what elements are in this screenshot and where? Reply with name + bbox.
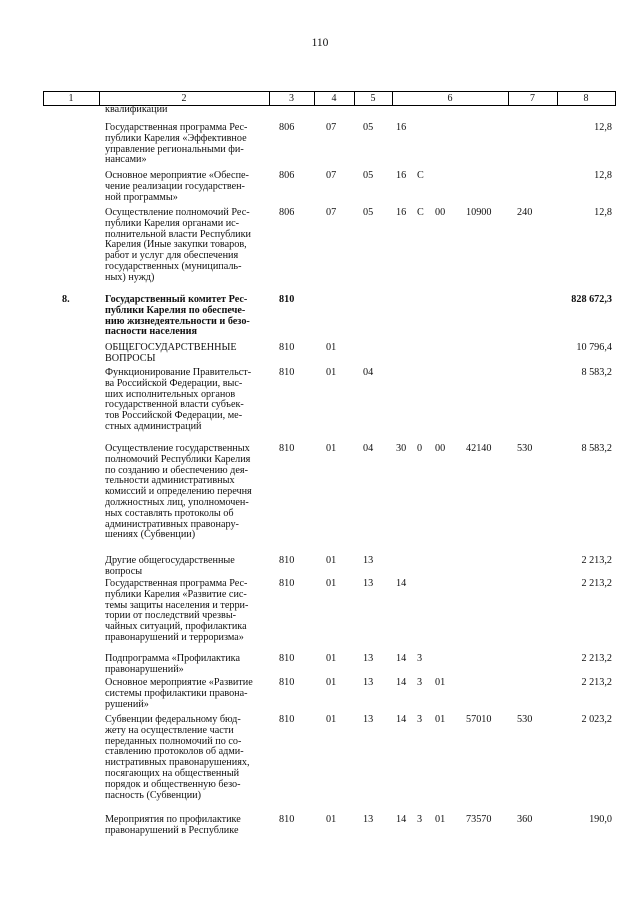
cell-name-line: правонарушений» xyxy=(105,663,184,675)
cell-program: 14 xyxy=(396,653,407,664)
cell-name-line: публики Карелия по обеспече- xyxy=(105,304,246,316)
cell-name-line: тов Российской Федерации, ме- xyxy=(105,410,243,422)
cell-name-line: Основное мероприятие «Развитие xyxy=(105,677,253,688)
cell-name-line: нансами» xyxy=(105,154,147,166)
cell-ministry-code: 810 xyxy=(279,677,295,688)
cell-expense-type: 240 xyxy=(517,207,533,218)
cell-name xyxy=(105,556,270,578)
cell-subprogram: 3 xyxy=(417,714,423,725)
cell-ministry-code: 806 xyxy=(279,122,295,133)
header-col-4: 4 xyxy=(331,93,337,104)
cell-subprogram: С xyxy=(417,207,424,218)
cell-name-line: по созданию и обеспечению дея- xyxy=(105,464,248,476)
cell-subsection: 13 xyxy=(363,714,374,725)
cell-activity: 01 xyxy=(435,714,446,725)
cell-name-line: пасность (Субвенции) xyxy=(105,789,202,801)
cell-name-line: ных) нужд) xyxy=(105,271,155,283)
cell-section: 07 xyxy=(326,122,337,133)
header-col-8: 8 xyxy=(583,93,589,104)
cell-name-line: Государственная программа Рес- xyxy=(105,578,248,589)
cell-section: 01 xyxy=(326,677,337,688)
cell-program: 14 xyxy=(396,814,407,825)
cell-name-line: квалификации xyxy=(105,104,168,115)
cell-ministry-code: 810 xyxy=(279,555,295,566)
cell-program: 14 xyxy=(396,578,407,589)
cell-amount: 2 023,2 xyxy=(581,714,612,725)
cell-name-line: порядок и общественную безо- xyxy=(105,778,241,790)
cell-amount: 2 213,2 xyxy=(581,653,612,664)
cell-section: 07 xyxy=(326,207,337,218)
cell-subprogram: 0 xyxy=(417,443,423,454)
cell-subsection: 13 xyxy=(363,653,374,664)
cell-name-line: Функционирование Правительст- xyxy=(105,367,252,378)
cell-name-line: административных правонару- xyxy=(105,518,239,530)
cell-name xyxy=(105,579,270,644)
cell-ministry-code: 810 xyxy=(279,342,295,353)
cell-section: 01 xyxy=(326,443,337,454)
cell-expense-type: 530 xyxy=(517,443,533,454)
cell-subprogram: 3 xyxy=(417,677,423,688)
cell-ministry-code: 810 xyxy=(279,814,295,825)
cell-program: 16 xyxy=(396,122,407,133)
cell-direction: 10900 xyxy=(466,207,492,218)
cell-ministry-code: 810 xyxy=(279,443,295,454)
cell-amount: 190,0 xyxy=(589,814,612,825)
cell-direction: 42140 xyxy=(466,443,492,454)
cell-name xyxy=(105,368,270,433)
cell-ministry-code: 810 xyxy=(279,653,295,664)
cell-section: 01 xyxy=(326,653,337,664)
cell-program: 16 xyxy=(396,207,407,218)
cell-section: 01 xyxy=(326,714,337,725)
cell-name-line: жету на осуществление части xyxy=(105,724,234,736)
cell-activity: 00 xyxy=(435,207,446,218)
cell-program: 16 xyxy=(396,170,407,181)
cell-name-line: переданных полномочий по со- xyxy=(105,735,242,747)
cell-amount: 12,8 xyxy=(594,207,612,218)
cell-name-line: тельности административных xyxy=(105,475,235,487)
cell-name-line: комиссий и определению перечня xyxy=(105,486,252,498)
cell-subsection: 13 xyxy=(363,578,374,589)
cell-activity: 00 xyxy=(435,443,446,454)
cell-amount: 2 213,2 xyxy=(581,677,612,688)
cell-expense-type: 360 xyxy=(517,814,533,825)
cell-name xyxy=(105,171,270,203)
cell-name-line: государственной власти субъек- xyxy=(105,399,244,411)
cell-name-line: правонарушений в Республике xyxy=(105,824,239,836)
cell-name-line: публики Карелия органами ис- xyxy=(105,217,240,229)
cell-name-line: шениях (Субвенции) xyxy=(105,529,196,541)
cell-name xyxy=(105,678,270,710)
cell-name-line: тории от последствий чрезвы- xyxy=(105,610,237,622)
cell-name-line: работ и услуг для обеспечения xyxy=(105,250,239,262)
cell-ministry-code: 810 xyxy=(279,367,295,378)
cell-name xyxy=(105,343,270,365)
cell-name xyxy=(105,105,270,116)
cell-subsection: 04 xyxy=(363,367,374,378)
cell-name-line: Государственная программа Рес- xyxy=(105,122,248,133)
cell-name-line: стных администраций xyxy=(105,420,202,432)
header-col-7: 7 xyxy=(530,93,535,104)
cell-ministry-code: 810 xyxy=(279,294,295,305)
cell-amount: 2 213,2 xyxy=(581,555,612,566)
cell-name-line: публики Карелия «Эффективное xyxy=(105,132,247,144)
cell-name-line: правонарушений и терроризма» xyxy=(105,631,244,643)
cell-direction: 57010 xyxy=(466,714,492,725)
cell-name-line: ной программы» xyxy=(105,191,178,203)
cell-name-line: Субвенции федеральному бюд- xyxy=(105,714,241,725)
cell-name-line: Осуществление государственных xyxy=(105,443,250,454)
cell-section: 01 xyxy=(326,814,337,825)
cell-name-line: управление региональными фи- xyxy=(105,143,244,155)
cell-amount: 828 672,3 xyxy=(571,294,612,305)
cell-subsection: 04 xyxy=(363,443,374,454)
cell-program: 14 xyxy=(396,677,407,688)
cell-expense-type: 530 xyxy=(517,714,533,725)
cell-name-line: должностных лиц, уполномочен- xyxy=(105,496,249,508)
cell-amount: 12,8 xyxy=(594,122,612,133)
cell-subsection: 05 xyxy=(363,207,374,218)
cell-subprogram: 3 xyxy=(417,653,423,664)
cell-name-line: пасности населения xyxy=(105,326,198,338)
cell-name-line: ОБЩЕГОСУДАРСТВЕННЫЕ xyxy=(105,342,237,353)
cell-name-line: ва Российской Федерации, выс- xyxy=(105,377,243,389)
cell-name-line: Карелия (Иные закупки товаров, xyxy=(105,239,247,251)
header-col-2: 2 xyxy=(181,93,187,104)
cell-amount: 12,8 xyxy=(594,170,612,181)
cell-name-line: системы профилактики правона- xyxy=(105,687,248,699)
cell-name-line: Другие общегосударственные xyxy=(105,555,235,566)
cell-name-line: публики Карелия «Развитие сис- xyxy=(105,588,247,600)
cell-name xyxy=(105,654,270,676)
cell-program: 30 xyxy=(396,443,407,454)
cell-section: 01 xyxy=(326,342,337,353)
header-col-6: 6 xyxy=(447,93,453,104)
cell-amount: 10 796,4 xyxy=(576,342,612,353)
cell-amount: 2 213,2 xyxy=(581,578,612,589)
cell-section: 01 xyxy=(326,555,337,566)
cell-subprogram: 3 xyxy=(417,814,423,825)
cell-direction: 73570 xyxy=(466,814,492,825)
cell-name-line: посягающих на общественный xyxy=(105,767,240,779)
cell-name xyxy=(105,444,270,541)
cell-name-line: Государственный комитет Рес- xyxy=(105,294,248,305)
cell-name xyxy=(105,208,270,284)
cell-name-line: государственных (муниципаль- xyxy=(105,260,242,272)
cell-amount: 8 583,2 xyxy=(581,367,612,378)
cell-name-line: рушений» xyxy=(105,698,149,710)
cell-name-line: чение реализации государствен- xyxy=(105,180,245,192)
cell-name-line: Осуществление полномочий Рес- xyxy=(105,207,250,218)
header-col-1: 1 xyxy=(68,93,74,104)
cell-activity: 01 xyxy=(435,814,446,825)
cell-subprogram: С xyxy=(417,170,424,181)
cell-name-line: ших исполнительных органов xyxy=(105,388,236,400)
cell-ministry-code: 810 xyxy=(279,714,295,725)
cell-subsection: 13 xyxy=(363,555,374,566)
cell-name-line: нистративных правонарушениях, xyxy=(105,757,250,769)
cell-activity: 01 xyxy=(435,677,446,688)
cell-name-line: Подпрограмма «Профилактика xyxy=(105,653,240,664)
cell-name-line: Мероприятия по профилактике xyxy=(105,814,241,825)
cell-name-line: нию жизнедеятельности и безо- xyxy=(105,315,250,327)
cell-ministry-code: 810 xyxy=(279,578,295,589)
cell-name xyxy=(105,123,270,166)
cell-name-line: ВОПРОСЫ xyxy=(105,352,156,364)
cell-name-line: ставлению протоколов об адми- xyxy=(105,746,244,758)
cell-section: 01 xyxy=(326,367,337,378)
cell-subsection: 05 xyxy=(363,170,374,181)
cell-subsection: 13 xyxy=(363,814,374,825)
cell-name-line: чайных ситуаций, профилактика xyxy=(105,621,247,633)
header-col-5: 5 xyxy=(370,93,376,104)
cell-name-line: Основное мероприятие «Обеспе- xyxy=(105,170,249,181)
cell-name-line: вопросы xyxy=(105,565,143,577)
cell-section: 01 xyxy=(326,578,337,589)
cell-ministry-code: 806 xyxy=(279,207,295,218)
cell-name-line: ных составлять протоколы об xyxy=(105,507,234,519)
cell-amount: 8 583,2 xyxy=(581,443,612,454)
header-col-3: 3 xyxy=(289,93,294,104)
cell-name xyxy=(105,715,270,801)
row-number: 8. xyxy=(62,294,70,305)
cell-subsection: 05 xyxy=(363,122,374,133)
cell-ministry-code: 806 xyxy=(279,170,295,181)
page-number: 110 xyxy=(311,37,329,49)
cell-program: 14 xyxy=(396,714,407,725)
cell-section: 07 xyxy=(326,170,337,181)
cell-name xyxy=(105,295,270,338)
cell-name-line: темы защиты населения и терри- xyxy=(105,599,249,611)
cell-name xyxy=(105,815,270,837)
cell-subsection: 13 xyxy=(363,677,374,688)
cell-name-line: полномочий Республики Карелия xyxy=(105,453,251,465)
cell-name-line: полнительной власти Республики xyxy=(105,228,252,240)
